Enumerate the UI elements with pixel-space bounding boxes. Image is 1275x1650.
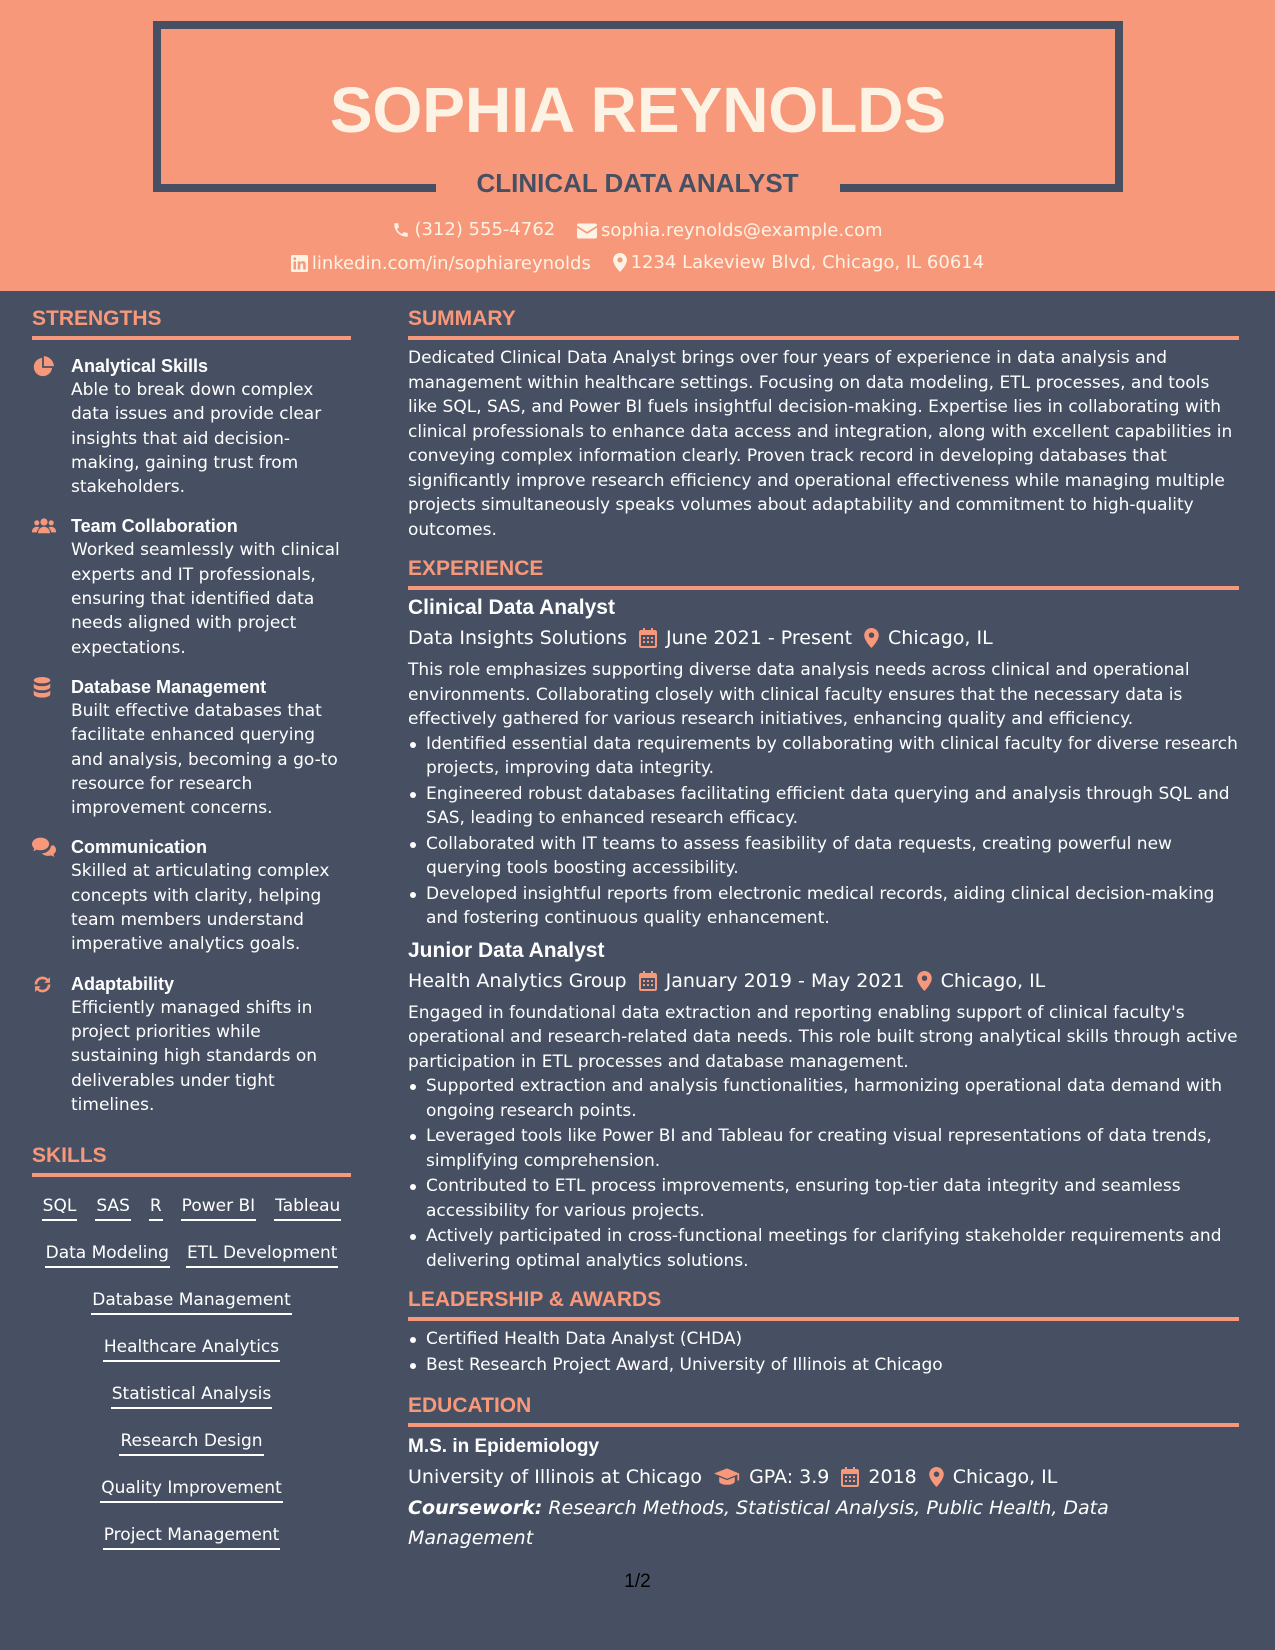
skill-chip: Power BI xyxy=(181,1195,256,1221)
phone-icon xyxy=(392,221,410,239)
job-company: Health Analytics Group xyxy=(408,969,627,992)
graduation-cap-icon xyxy=(714,1468,740,1486)
gpa: GPA: 3.9 xyxy=(749,1466,830,1488)
strength-desc: Skilled at articulating complex concepts with clarity, helping team members understand imperative analytics goals. xyxy=(71,861,330,955)
skill-chip: Quality Improvement xyxy=(100,1477,283,1503)
skill-chip: Database Management xyxy=(91,1289,292,1315)
job-bullet: Collaborated with IT teams to assess feasibility of data requests, creating powerful new querying tools boosting accessibility. xyxy=(408,832,1239,881)
strength-title: Adaptability xyxy=(71,973,175,994)
school-name: University of Illinois at Chicago xyxy=(408,1466,703,1488)
skill-chip: Healthcare Analytics xyxy=(103,1336,280,1362)
linkedin-contact[interactable] xyxy=(291,253,591,274)
skill-chip: Data Modeling xyxy=(45,1242,170,1268)
degree-title: M.S. in Epidemiology xyxy=(408,1436,600,1457)
coursework-list: Research Methods, Statistical Analysis, Public Health, Data Management xyxy=(408,1497,1109,1549)
strength-desc: Efficiently managed shifts in project priorities while sustaining high standards on deliverables under tight timelines. xyxy=(71,997,318,1115)
job-bullet: Supported extraction and analysis functionalities, harmonizing operational data demand with ongoing research points. xyxy=(408,1074,1239,1123)
skills-title: SKILLS xyxy=(32,1141,351,1177)
leadership-list xyxy=(408,1327,1239,1377)
name-frame xyxy=(153,21,1123,192)
address-contact xyxy=(613,252,985,273)
strength-item xyxy=(32,835,351,956)
summary-text: Dedicated Clinical Data Analyst brings over four years of experience in data analysis and management within healthcare settings. Focusing on data modeling, ETL processes, and tools like SQL, SAS, and Power BI fuels insightful decision-making. Expertise lies in collaborating with clinical professionals to enhance data access and integration, along with excellent capabilities in conveying complex information clearly. Proven track record in developing databases that significantly improve research efficiency and operational effectiveness while managing multiple projects simultaneously speaks volumes about adaptability and commitment to high-quality outcomes. xyxy=(408,348,1233,540)
candidate-name: SOPHIA REYNOLDS xyxy=(329,74,947,146)
phone-text: (312) 555-4762 xyxy=(414,219,556,240)
strength-item xyxy=(32,354,351,499)
skill-chip: Project Management xyxy=(103,1524,281,1550)
strength-title: Team Collaboration xyxy=(71,516,238,537)
skill-chip: Research Design xyxy=(119,1430,263,1456)
linkedin-icon xyxy=(291,255,308,272)
job-bullet: Developed insightful reports from electronic medical records, aiding clinical decision-making and fostering continuous quality enhancement. xyxy=(408,882,1239,931)
skill-chip: SQL xyxy=(42,1195,78,1221)
job-bullet: Engineered robust databases facilitating efficient data querying and analysis through SQL and SAS, leading to enhanced research efficacy. xyxy=(408,782,1239,831)
job-meta xyxy=(408,965,1239,997)
skill-chip: ETL Development xyxy=(186,1242,338,1268)
job-description: Engaged in foundational data extraction and reporting enabling support of clinical faculty's operational and research-related data needs. This role built strong analytical skills through active participation in ETL processes and database management. xyxy=(408,1002,1238,1072)
job-entry xyxy=(408,594,1239,931)
job-dates: June 2021 - Present xyxy=(666,627,853,649)
skill-chip: Statistical Analysis xyxy=(111,1383,272,1409)
phone-contact[interactable] xyxy=(392,219,555,240)
strength-desc: Able to break down complex data issues and provide clear insights that aid decision-making, gaining trust from stakeholders. xyxy=(71,380,322,498)
job-bullets xyxy=(408,1074,1239,1273)
summary-title: SUMMARY xyxy=(408,304,1239,340)
job-entry xyxy=(408,937,1239,1274)
linkedin-text: linkedin.com/in/sophiareynolds xyxy=(311,253,591,274)
page-number: 1/2 xyxy=(624,1571,651,1592)
award-item: Best Research Project Award, University of Illinois at Chicago xyxy=(408,1353,1239,1378)
strengths-title: STRENGTHS xyxy=(32,304,351,340)
job-bullet: Contributed to ETL process improvements, ensuring top-tier data integrity and seamless accessibility for various projects. xyxy=(408,1174,1239,1223)
award-item: Certified Health Data Analyst (CHDA) xyxy=(408,1327,1239,1352)
pie-chart-icon xyxy=(32,356,54,378)
address-text: 1234 Lakeview Blvd, Chicago, IL 60614 xyxy=(630,252,985,273)
job-title: Junior Data Analyst xyxy=(408,938,605,962)
email-text: sophia.reynolds@example.com xyxy=(600,220,883,241)
strength-desc: Built effective databases that facilitate enhanced querying and analysis, becoming a go-to resource for research improvement concerns. xyxy=(71,700,338,819)
header xyxy=(0,0,1275,291)
strength-title: Database Management xyxy=(71,676,267,697)
school-location: Chicago, IL xyxy=(952,1466,1058,1488)
job-location: Chicago, IL xyxy=(888,627,993,649)
database-icon xyxy=(32,677,54,699)
strengths-list xyxy=(32,354,351,1117)
job-meta xyxy=(408,622,1239,654)
strength-item xyxy=(32,514,351,659)
calendar-icon xyxy=(639,971,657,991)
skill-chip: Tableau xyxy=(274,1195,341,1221)
job-bullet: Identified essential data requirements by collaborating with clinical faculty for diverse research projects, improving data integrity. xyxy=(408,732,1239,781)
strength-item xyxy=(32,972,351,1117)
refresh-icon xyxy=(32,974,54,996)
coursework xyxy=(408,1493,1239,1553)
map-marker-icon xyxy=(864,628,879,648)
map-marker-icon xyxy=(917,971,932,991)
email-contact[interactable] xyxy=(577,220,883,241)
skills-list xyxy=(32,1189,351,1565)
left-column xyxy=(32,304,351,1565)
job-bullet: Actively participated in cross-functional meetings for clarifying stakeholder requirements and delivering optimal analytics solutions. xyxy=(408,1224,1239,1273)
comments-icon xyxy=(32,837,54,859)
envelope-icon xyxy=(577,223,597,239)
education-title: EDUCATION xyxy=(408,1391,1239,1427)
job-description: This role emphasizes supporting diverse data analysis needs across clinical and operational environments. Collaborating closely with clinical faculty ensures that the necessary data is effectively gathered for various research initiatives, enhancing quality and efficiency. xyxy=(408,660,1190,729)
contact-row-1 xyxy=(0,219,1275,244)
calendar-icon xyxy=(841,1467,859,1487)
skill-chip: R xyxy=(149,1195,163,1221)
job-location: Chicago, IL xyxy=(940,969,1046,992)
strength-title: Communication xyxy=(71,837,208,858)
experience-title: EXPERIENCE xyxy=(408,554,1239,590)
job-bullet: Leveraged tools like Power BI and Tableau for creating visual representations of data trends, simplifying comprehension. xyxy=(408,1124,1239,1173)
job-company: Data Insights Solutions xyxy=(408,627,628,649)
education-meta xyxy=(408,1461,1239,1493)
map-marker-icon xyxy=(929,1467,944,1487)
strength-item xyxy=(32,675,351,820)
strength-desc: Worked seamlessly with clinical experts and IT professionals, ensuring that identified data needs aligned with project expectations. xyxy=(71,540,340,658)
calendar-icon xyxy=(639,628,657,648)
map-marker-icon xyxy=(613,253,627,272)
contact-row-2 xyxy=(0,252,1275,277)
skill-chip: SAS xyxy=(95,1195,131,1221)
coursework-label: Coursework: xyxy=(408,1497,543,1519)
job-title: Clinical Data Analyst xyxy=(408,596,615,619)
users-icon xyxy=(32,516,54,538)
job-bullets xyxy=(408,732,1239,931)
leadership-title: LEADERSHIP & AWARDS xyxy=(408,1285,1239,1321)
right-column xyxy=(408,304,1239,1553)
strength-title: Analytical Skills xyxy=(71,356,209,376)
job-role: CLINICAL DATA ANALYST xyxy=(476,168,799,198)
job-dates: January 2019 - May 2021 xyxy=(665,969,905,992)
graduation-year: 2018 xyxy=(868,1466,917,1488)
